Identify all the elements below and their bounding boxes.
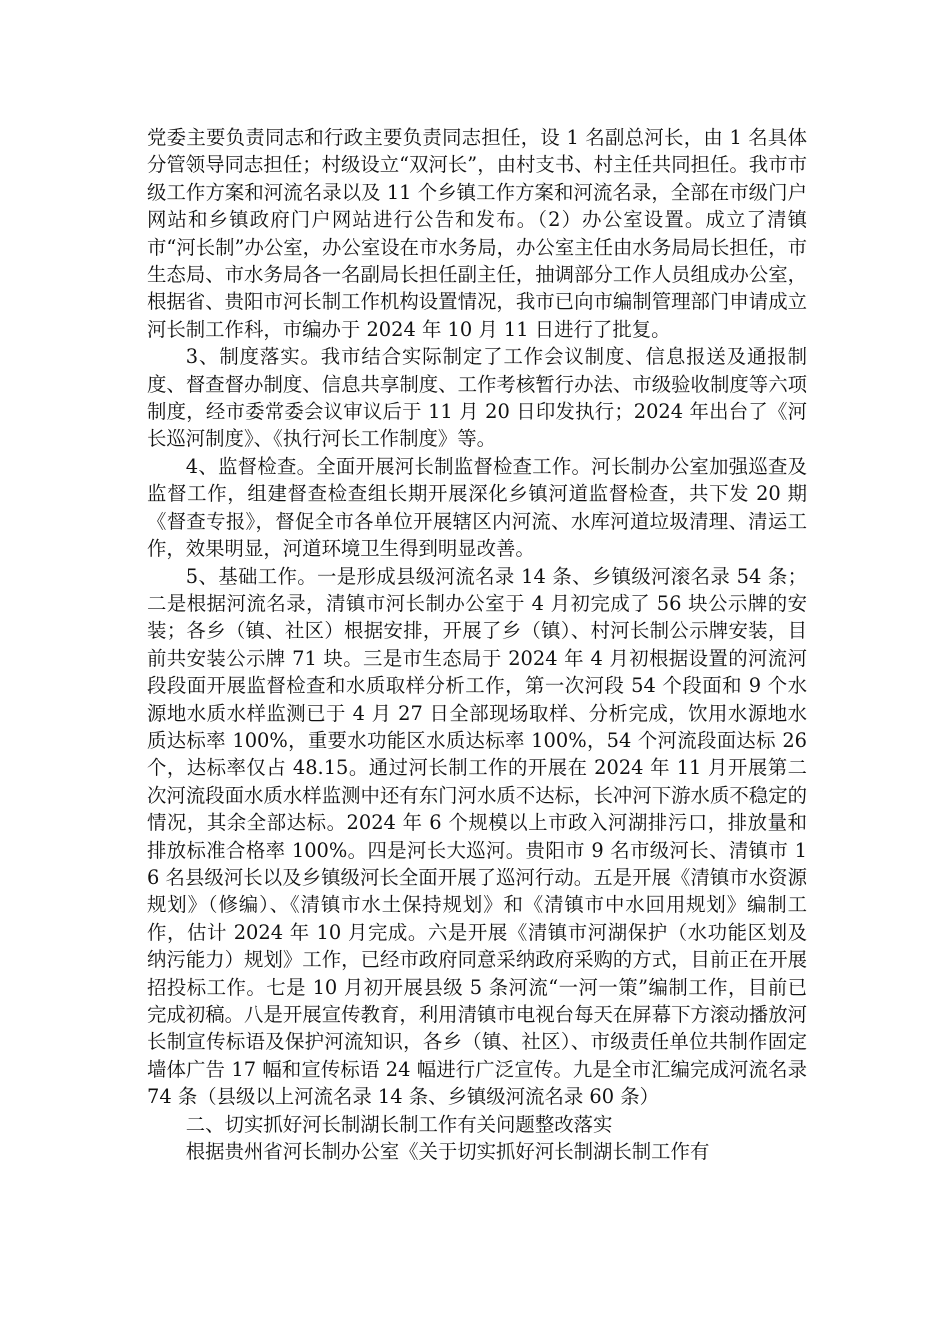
paragraph-system-implementation: 3、制度落实。我市结合实际制定了工作会议制度、信息报送及通报制度、督查督办制度、信息共享制度、工作考核暂行办法、市级验收制度等六项制度，经市委常委会议审议后于 11 月 20 日印发执行；2024 年出台了《河长巡河制度》、《执行河长工作制度》等。 [147, 345, 807, 451]
section-heading-rectification: 二、切实抓好河长制湖长制工作有关问题整改落实 [185, 1112, 613, 1136]
paragraph-basic-work: 5、基础工作。一是形成县级河流名录 14 条、乡镇级河滚名录 54 条；二是根据河流名录，清镇市河长制办公室于 4 月初完成了 56 块公示牌的安装；各乡（镇、社区）根据安排，开展了乡（镇）、村河长制公示牌安装，目前共安装公示牌 71 块。三是市生态局于 2024 年 4 月初根据设置的河流河段段面开展监督检查和水质取样分析工作，第一次河段 54 个段面和 9 个水源地水质水样监测已于 4 月 27 日全部现场取样、分析完成，饮用水源地水质达标率 100%，重要水功能区水质达标率 100%，54 个河流段面达标 26 个，达标率仅占 48.15。通过河长制工作的开展在 2024 年 11 月开展第二次河流段面水质水样监测中还有东门河水质不达标，长冲河下游水质不稳定的情况，其余全部达标。2024 年 6 个规模以上市政入河湖排污口，排放量和排放标准合格率 100%。四是河长大巡河。贵阳市 9 名市级河长、清镇市 16 名县级河长以及乡镇级河长全面开展了巡河行动。五是开展《清镇市水资源规划》（修编）、《清镇市水土保持规划》和《清镇市中水回用规划》编制工作，估计 2024 年 10 月完成。六是开展《清镇市河湖保护（水功能区划及纳污能力）规划》工作，已经市政府同意采纳政府采购的方式，目前正在开展招投标工作。七是 10 月初开展县级 5 条河流“一河一策”编制工作，目前已完成初稿。八是开展宣传教育，利用清镇市电视台每天在屏幕下方滚动播放河长制宣传标语及保护河流知识，各乡（镇、社区）、市级责任单位共制作固定墙体广告 17 幅和宣传标语 24 幅进行广泛宣传。九是全市汇编完成河流名录 74 条（县级以上河流名录 14 条、乡镇级河流名录 60 条） [147, 564, 807, 1109]
paragraph-rectification-start: 根据贵州省河长制办公室《关于切实抓好河长制湖长制工作有 [185, 1140, 710, 1164]
document-body [147, 124, 807, 1165]
paragraph-continued-organization: 党委主要负责同志和行政主要负责同志担任，设 1 名副总河长，由 1 名具体分管领导同志担任；村级设立“双河长”，由村支书、村主任共同担任。我市市级工作方案和河流名录以及 11 个乡镇工作方案和河流名录，全部在市级门户网站和乡镇政府门户网站进行公告和发布。（2）办公室设置。成立了清镇市“河长制”办公室，办公室设在市水务局，办公室主任由水务局局长担任，市生态局、市水务局各一名副局长担任副主任，抽调部分工作人员组成办公室，根据省、贵阳市河长制工作机构设置情况，我市已向市编制管理部门申请成立河长制工作科，市编办于 2024 年 10 月 11 日进行了批复。 [147, 126, 807, 341]
paragraph-supervision-inspection: 4、监督检查。全面开展河长制监督检查工作。河长制办公室加强巡查及监督工作，组建督查检查组长期开展深化乡镇河道监督检查，共下发 20 期《督查专报》，督促全市各单位开展辖区内河流、水库河道垃圾清理、清运工作，效果明显，河道环境卫生得到明显改善。 [147, 454, 807, 561]
